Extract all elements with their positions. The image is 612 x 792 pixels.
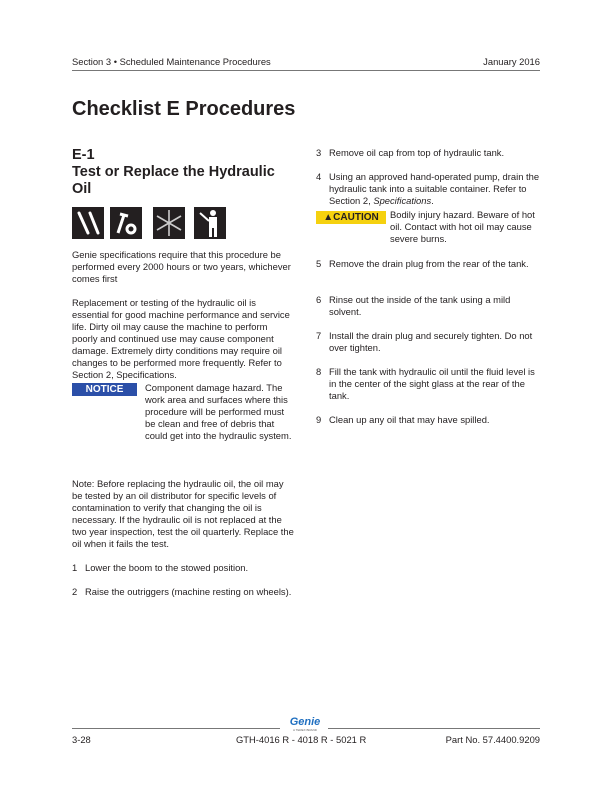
warning-triangle-icon: ▲ [323, 212, 334, 223]
step-6 [316, 294, 544, 318]
step-text: Remove the drain plug from the rear of the tank. [329, 258, 529, 269]
step-number: 3 [316, 147, 322, 158]
cold-snowflake-icon [153, 207, 185, 239]
step-number: 8 [316, 366, 322, 377]
intro-text: Genie specifications require that this procedure be performed every 2000 hours or two years, whichever comes first [72, 249, 291, 284]
step-2 [72, 586, 294, 598]
technician-icon [194, 207, 226, 239]
step-text: Remove oil cap from top of hydraulic tank. [329, 147, 505, 158]
step-number: 1 [72, 562, 78, 573]
procedure-heading [72, 147, 292, 198]
step-5 [316, 258, 544, 270]
step-text-main: Using an approved hand-operated pump, drain the hydraulic tank into a suitable container. Refer to Section 2, [329, 171, 540, 206]
tools-icon [72, 207, 104, 239]
specifications-ref: Specifications [373, 195, 432, 206]
step-number: 4 [316, 171, 322, 182]
step-number: 6 [316, 294, 322, 305]
step-text: Clean up any oil that may have spilled. [329, 414, 490, 425]
step-9 [316, 414, 544, 426]
header-section: Section 3 • Scheduled Maintenance Procedures [72, 56, 271, 67]
step-text: Rinse out the inside of the tank using a mild solvent. [329, 294, 511, 317]
logo-subtext: A TEREX BRAND [293, 728, 317, 732]
step-text [329, 171, 544, 207]
step-text: Fill the tank with hydraulic oil until the fluid level is in the center of the sight glass at the rear of the tank. [329, 366, 535, 401]
page-number: 3-28 [72, 734, 91, 745]
caution-text: Bodily injury hazard. Beware of hot oil. Contact with hot oil may cause severe burns. [390, 209, 535, 244]
notice-badge: NOTICE [72, 383, 137, 396]
page-title: Checklist E Procedures [72, 98, 296, 120]
step-number: 9 [316, 414, 322, 425]
genie-logo [284, 717, 326, 732]
step-1 [72, 562, 294, 574]
step-7 [316, 330, 544, 354]
footer-part-number: Part No. 57.4400.9209 [445, 734, 540, 745]
description-text: Replacement or testing of the hydraulic oil is essential for good machine performance and service life. Dirty oil may cause the machine to perform poorly and continued use may cause component damage. Extremely dirty conditions may require oil changes to be performed more frequently. Refer to Section 2, Specifications. [72, 297, 290, 380]
step-number: 7 [316, 330, 322, 341]
notice-text: Component damage hazard. The work area and surfaces where this procedure will be performed must be clean and free of debris that could get into the hydraulic system. [145, 382, 292, 441]
procedure-id: E-1 [72, 147, 95, 163]
logo-text: Genie [289, 716, 321, 728]
footer-rule-left [72, 728, 280, 729]
step-text: Lower the boom to the stowed position. [85, 562, 249, 573]
step-8 [316, 366, 544, 402]
step-3 [316, 147, 544, 159]
step-text-end: . [431, 195, 434, 206]
caution-badge [316, 211, 386, 224]
caution-label: CAUTION [333, 212, 379, 223]
step-text: Raise the outriggers (machine resting on wheels). [85, 586, 292, 597]
step-4 [316, 171, 544, 207]
footer-rule-right [328, 728, 540, 729]
step-text: Install the drain plug and securely tighten. Do not over tighten. [329, 330, 533, 353]
header-date: January 2016 [483, 56, 540, 67]
step-number: 5 [316, 258, 322, 269]
note-text: Note: Before replacing the hydraulic oil, the oil may be tested by an oil distributor for specific levels of contamination to verify that changing the oil is necessary. If the hydraulic oil is not replaced at the two year inspection, test the oil quarterly. Replace the oil when it fails the test. [72, 478, 294, 549]
header-rule [72, 70, 540, 71]
procedure-title: Test or Replace the Hydraulic Oil [72, 164, 275, 197]
step-number: 2 [72, 586, 78, 597]
footer-models: GTH-4016 R - 4018 R - 5021 R [236, 734, 367, 745]
wrench-nut-icon [110, 207, 142, 239]
